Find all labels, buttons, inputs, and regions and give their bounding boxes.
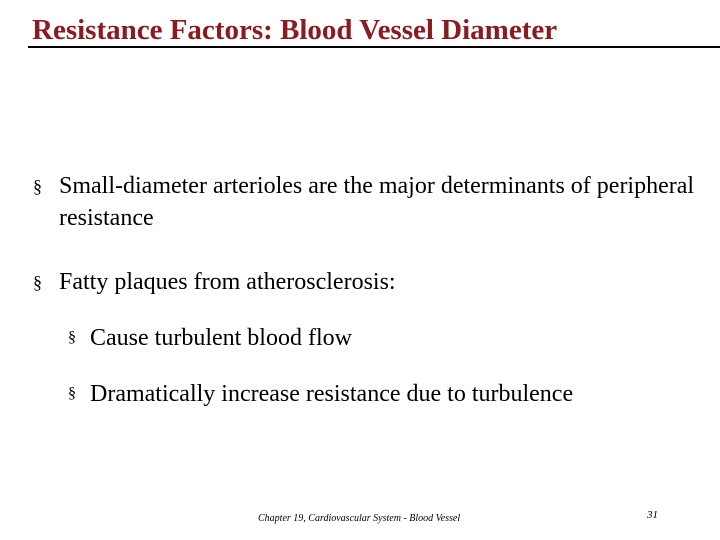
slide-footer: Chapter 19, Cardiovascular System - Blood Vessel bbox=[258, 513, 461, 524]
bullet-marker-icon: § bbox=[33, 176, 42, 196]
title-underline bbox=[28, 46, 720, 48]
sub-bullet-text: Cause turbulent blood flow bbox=[90, 325, 352, 351]
bullet-text: Fatty plaques from atherosclerosis: bbox=[59, 269, 396, 295]
bullet-item bbox=[33, 170, 709, 234]
page-number: 31 bbox=[647, 509, 658, 521]
sub-bullet-item bbox=[68, 322, 710, 354]
bullet-item bbox=[33, 266, 709, 298]
sub-bullet-item bbox=[68, 378, 710, 410]
sub-bullet-text: Dramatically increase resistance due to turbulence bbox=[90, 381, 574, 407]
slide-title: Resistance Factors: Blood Vessel Diameter bbox=[32, 14, 558, 46]
bullet-marker-icon: § bbox=[68, 329, 76, 346]
bullet-text: Small-diameter arterioles are the major determinants of peripheral resistance bbox=[59, 173, 695, 231]
bullet-marker-icon: § bbox=[68, 385, 76, 402]
bullet-marker-icon: § bbox=[33, 272, 42, 292]
